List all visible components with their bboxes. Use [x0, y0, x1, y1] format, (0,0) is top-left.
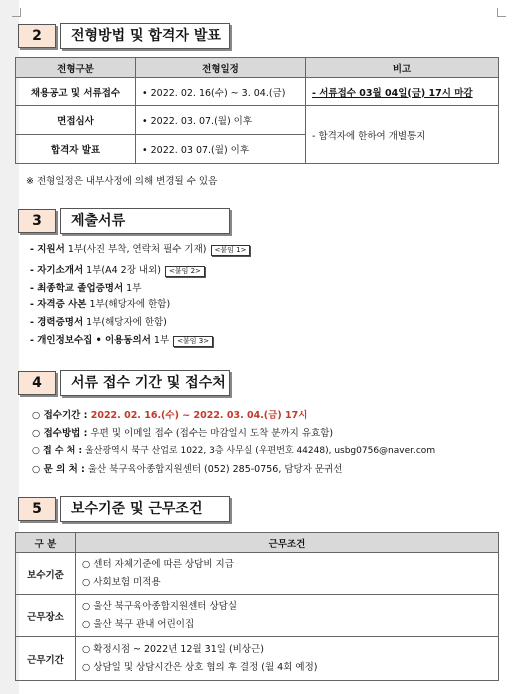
document-item: - 지원서 1부(사진 부착, 연락처 필수 기재) <붙임 1> [30, 241, 250, 256]
table-cell: • 2022. 03. 07.(월) 이후 [136, 106, 306, 135]
work-conditions-table [15, 532, 499, 681]
schedule-footnote: ※ 전형일정은 내부사정에 의해 변경될 수 있음 [26, 176, 218, 187]
document-item: - 경력증명서 1부(해당자에 한함) [30, 317, 167, 328]
notification-note: - 합격자에 한하여 개별통지 [306, 106, 499, 164]
section-title: 서류 접수 기간 및 접수처 [60, 370, 230, 396]
page-corner-mark [497, 8, 506, 17]
table-cell: • 2022. 02. 16(수) ~ 3. 04.(금) [136, 78, 306, 106]
application-info-item: ○ 접수기간 : 2022. 02. 16.(수) ~ 2022. 03. 04.(금) 17시 [32, 410, 308, 421]
attachment-badge: <붙임 3> [173, 336, 213, 347]
application-info-item: ○ 접 수 처 : 울산광역시 북구 산업로 1022, 3층 사무실 (우편번호 44248), usbg0756@naver.com [32, 446, 436, 456]
table-header: 비고 [306, 58, 499, 78]
table-cell: • 2022. 03 07.(월) 이후 [136, 135, 306, 164]
section-number: 2 [18, 24, 56, 48]
table-cell: ○ 울산 북구육아종합지원센터 상담실 ○ 울산 북구 관내 어린이집 [76, 595, 499, 637]
schedule-table [15, 57, 499, 164]
section-title: 전형방법 및 합격자 발표 [60, 23, 230, 49]
table-cell: ○ 확정시점 ~ 2022년 12월 31일 (비상근) ○ 상담일 및 상담시간은 상호 협의 후 결정 (월 4회 예정) [76, 637, 499, 681]
table-header: 구 분 [16, 533, 76, 553]
table-cell: ○ 센터 자체기준에 따른 상담비 지급 ○ 사회보험 미적용 [76, 553, 499, 595]
document-item: - 자기소개서 1부(A4 2장 내외) <붙임 2> [30, 262, 205, 277]
table-cell: 합격자 발표 [16, 135, 136, 164]
document-item: - 최종학교 졸업증명서 1부 [30, 283, 142, 294]
document-item: - 개인정보수집 • 이용동의서 1부 <붙임 3> [30, 332, 213, 347]
application-info-item: ○ 문 의 처 : 울산 북구육아종합지원센터 (052) 285-0756, 담당자 문귀선 [32, 464, 343, 475]
table-cell: 보수기준 [16, 553, 76, 595]
table-cell: 면접심사 [16, 106, 136, 135]
table-header: 전형일정 [136, 58, 306, 78]
deadline-note: - 서류접수 03월 04일(금) 17시 마감 [306, 78, 499, 106]
table-cell: 근무장소 [16, 595, 76, 637]
section-title: 보수기준 및 근무조건 [60, 496, 230, 522]
attachment-badge: <붙임 2> [165, 266, 205, 277]
section-number: 3 [18, 209, 56, 233]
table-cell: 채용공고 및 서류접수 [16, 78, 136, 106]
section-number: 4 [18, 371, 56, 395]
table-header: 전형구분 [16, 58, 136, 78]
page-corner-mark [12, 8, 21, 17]
table-header: 근무조건 [76, 533, 499, 553]
document-item: - 자격증 사본 1부(해당자에 한함) [30, 299, 171, 310]
section-title: 제출서류 [60, 208, 230, 234]
application-info-item: ○ 접수방법 : 우편 및 이메일 접수 (접수는 마감일시 도착 분까지 유효함) [32, 428, 334, 439]
section-number: 5 [18, 497, 56, 521]
table-cell: 근무기간 [16, 637, 76, 681]
attachment-badge: <붙임 1> [211, 245, 251, 256]
